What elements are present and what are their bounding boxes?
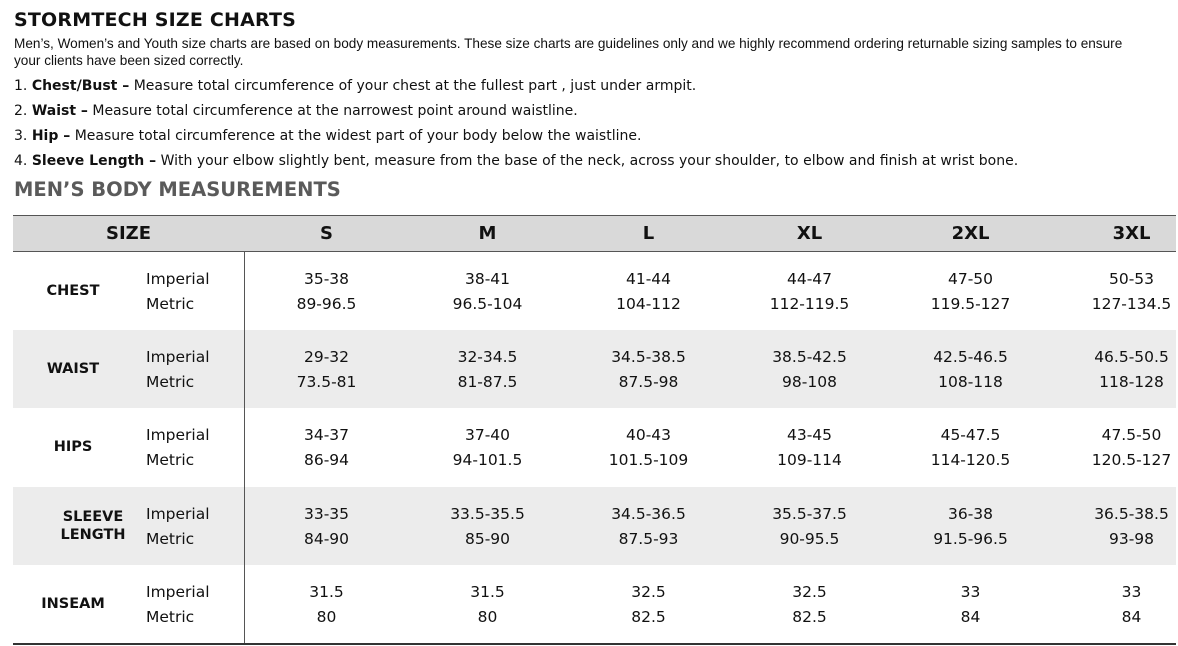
step-text: With your elbow slightly bent, measure from the base of the neck, across your shoulder, to elbow and finish at wrist bone. bbox=[160, 153, 1019, 169]
metric-value-cell: 89-96.5 bbox=[296, 295, 357, 313]
metric-value-cell: 84 bbox=[1121, 608, 1142, 626]
imperial-value-cell: 44-47 bbox=[786, 270, 833, 288]
metric-value-cell: 94-101.5 bbox=[452, 451, 523, 469]
imperial-value-cell: 50-53 bbox=[1108, 270, 1155, 288]
imperial-value-cell: 32.5 bbox=[631, 583, 666, 601]
measurement-label: WAIST bbox=[46, 361, 100, 377]
instruction-sleeve bbox=[14, 153, 1018, 169]
imperial-value-cell: 36.5-38.5 bbox=[1094, 505, 1169, 523]
metric-value-cell: 90-95.5 bbox=[779, 530, 840, 548]
metric-value-cell: 101.5-109 bbox=[608, 451, 689, 469]
measurement-label: HIPS bbox=[53, 439, 93, 455]
step-number: 4. bbox=[14, 153, 28, 169]
imperial-value-cell: 42.5-46.5 bbox=[933, 348, 1008, 366]
table-row bbox=[13, 252, 1176, 330]
metric-value-cell: 109-114 bbox=[777, 451, 842, 469]
table-header bbox=[13, 215, 1176, 252]
metric-value-cell: 114-120.5 bbox=[930, 451, 1011, 469]
metric-value-cell: 108-118 bbox=[938, 373, 1003, 391]
imperial-value-cell: 33 bbox=[1121, 583, 1142, 601]
imperial-value-cell: 45-47.5 bbox=[940, 426, 1001, 444]
imperial-value-cell: 37-40 bbox=[464, 426, 511, 444]
size-header: M bbox=[478, 223, 497, 244]
imperial-value-cell: 31.5 bbox=[309, 583, 344, 601]
metric-value-cell: 87.5-93 bbox=[618, 530, 679, 548]
step-term: Chest/Bust – bbox=[31, 78, 130, 94]
metric-value-cell: 118-128 bbox=[1099, 373, 1164, 391]
size-header: 3XL bbox=[1112, 223, 1151, 244]
imperial-value-cell: 32-34.5 bbox=[457, 348, 518, 366]
imperial-unit-label: Imperial bbox=[146, 583, 210, 601]
instruction-hip bbox=[14, 128, 641, 144]
metric-value-cell: 73.5-81 bbox=[296, 373, 357, 391]
measurement-label: CHEST bbox=[46, 283, 100, 299]
table-row bbox=[13, 330, 1176, 408]
metric-value-cell: 82.5 bbox=[792, 608, 827, 626]
section-title: MEN’S BODY MEASUREMENTS bbox=[14, 178, 341, 201]
step-term: Hip – bbox=[31, 128, 71, 144]
intro-text: Men’s, Women’s and Youth size charts are based on body measurements. These size charts are guidelines only and we highly recommend ordering returnable sizing samples to ensure your clients have been sized correctly. bbox=[14, 36, 1123, 68]
imperial-unit-label: Imperial bbox=[146, 348, 210, 366]
imperial-unit-label: Imperial bbox=[146, 270, 210, 288]
metric-unit-label: Metric bbox=[146, 451, 195, 469]
imperial-value-cell: 33 bbox=[960, 583, 981, 601]
table-bottom-rule bbox=[13, 643, 1176, 645]
metric-value-cell: 81-87.5 bbox=[457, 373, 518, 391]
size-header: XL bbox=[796, 223, 823, 244]
imperial-unit-label: Imperial bbox=[146, 505, 210, 523]
size-chart-table bbox=[13, 215, 1176, 645]
metric-value-cell: 80 bbox=[477, 608, 498, 626]
imperial-value-cell: 29-32 bbox=[303, 348, 350, 366]
imperial-value-cell: 41-44 bbox=[625, 270, 672, 288]
metric-value-cell: 96.5-104 bbox=[452, 295, 523, 313]
imperial-value-cell: 33.5-35.5 bbox=[450, 505, 525, 523]
metric-unit-label: Metric bbox=[146, 373, 195, 391]
step-number: 3. bbox=[14, 128, 28, 144]
metric-value-cell: 119.5-127 bbox=[930, 295, 1011, 313]
metric-value-cell: 112-119.5 bbox=[769, 295, 850, 313]
metric-value-cell: 98-108 bbox=[782, 373, 837, 391]
metric-value-cell: 91.5-96.5 bbox=[933, 530, 1008, 548]
size-column-header: SIZE bbox=[105, 223, 151, 244]
imperial-value-cell: 34.5-38.5 bbox=[611, 348, 686, 366]
metric-value-cell: 87.5-98 bbox=[618, 373, 679, 391]
metric-unit-label: Metric bbox=[146, 530, 195, 548]
table-row bbox=[13, 487, 1176, 565]
imperial-unit-label: Imperial bbox=[146, 426, 210, 444]
column-divider bbox=[244, 251, 245, 644]
imperial-value-cell: 46.5-50.5 bbox=[1094, 348, 1169, 366]
step-term: Waist – bbox=[31, 103, 88, 119]
table-row bbox=[13, 408, 1176, 486]
step-text: Measure total circumference at the widest part of your body below the waistline. bbox=[74, 128, 642, 144]
step-text: Measure total circumference of your chest at the fullest part , just under armpit. bbox=[133, 78, 697, 94]
imperial-value-cell: 47-50 bbox=[947, 270, 994, 288]
imperial-value-cell: 36-38 bbox=[947, 505, 994, 523]
step-term: Sleeve Length – bbox=[31, 153, 157, 169]
metric-value-cell: 86-94 bbox=[303, 451, 350, 469]
metric-value-cell: 85-90 bbox=[464, 530, 511, 548]
imperial-value-cell: 34-37 bbox=[303, 426, 350, 444]
step-number: 1. bbox=[14, 78, 28, 94]
metric-value-cell: 82.5 bbox=[631, 608, 666, 626]
imperial-value-cell: 34.5-36.5 bbox=[611, 505, 686, 523]
instruction-waist bbox=[14, 103, 578, 119]
imperial-value-cell: 35.5-37.5 bbox=[772, 505, 847, 523]
imperial-value-cell: 35-38 bbox=[303, 270, 350, 288]
step-text: Measure total circumference at the narrowest point around waistline. bbox=[92, 103, 578, 119]
metric-value-cell: 84 bbox=[960, 608, 981, 626]
imperial-value-cell: 33-35 bbox=[303, 505, 350, 523]
imperial-value-cell: 38-41 bbox=[464, 270, 511, 288]
imperial-value-cell: 40-43 bbox=[625, 426, 672, 444]
metric-unit-label: Metric bbox=[146, 608, 195, 626]
instruction-chest bbox=[14, 78, 696, 94]
metric-value-cell: 93-98 bbox=[1108, 530, 1155, 548]
metric-value-cell: 120.5-127 bbox=[1091, 451, 1172, 469]
imperial-value-cell: 32.5 bbox=[792, 583, 827, 601]
metric-value-cell: 80 bbox=[316, 608, 337, 626]
page-title: STORMTECH SIZE CHARTS bbox=[14, 9, 297, 31]
table-row bbox=[13, 565, 1176, 643]
imperial-value-cell: 38.5-42.5 bbox=[772, 348, 847, 366]
imperial-value-cell: 43-45 bbox=[786, 426, 833, 444]
size-header: 2XL bbox=[951, 223, 990, 244]
size-header: L bbox=[642, 223, 655, 244]
measurement-label: SLEEVE LENGTH bbox=[60, 509, 126, 543]
measurement-label: INSEAM bbox=[41, 596, 105, 612]
metric-value-cell: 84-90 bbox=[303, 530, 350, 548]
imperial-value-cell: 47.5-50 bbox=[1101, 426, 1162, 444]
metric-value-cell: 127-134.5 bbox=[1091, 295, 1172, 313]
metric-value-cell: 104-112 bbox=[616, 295, 681, 313]
imperial-value-cell: 31.5 bbox=[470, 583, 505, 601]
size-header: S bbox=[320, 223, 333, 244]
metric-unit-label: Metric bbox=[146, 295, 195, 313]
step-number: 2. bbox=[14, 103, 28, 119]
